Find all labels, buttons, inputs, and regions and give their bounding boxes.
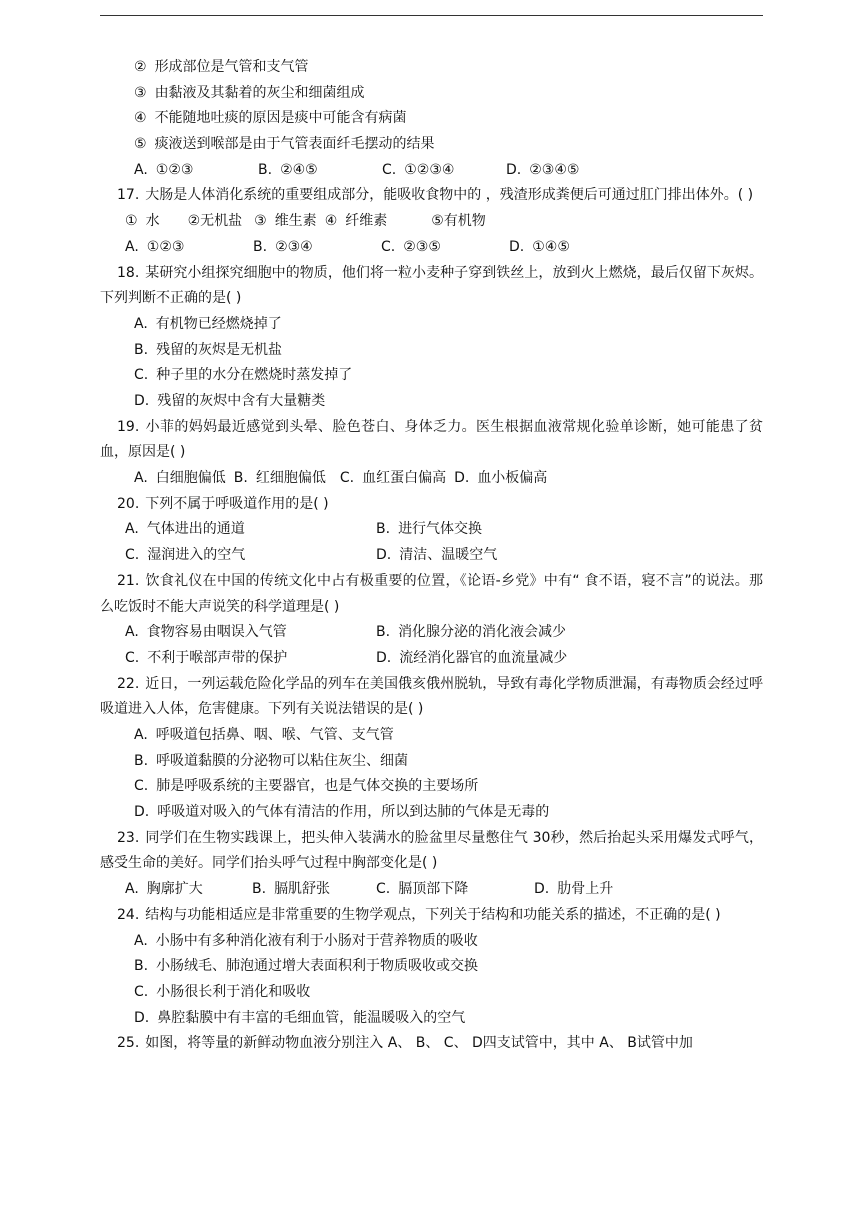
q22-option-d: D. 呼吸道对吸入的气体有清洁的作用，所以到达肺的气体是无毒的: [134, 804, 550, 821]
question-22-stem: 22. 近日，一列运载危险化学品的列车在美国俄亥俄州脱轨，导致有毒化学物质泄漏，有毒物质会经过呼吸道进入人体，危害健康。下列有关说法错误的是( ): [100, 675, 763, 718]
option-d: D. 肋骨上升: [534, 881, 614, 898]
q20-options-row2: [100, 543, 763, 569]
q20-options-row1: [100, 517, 763, 543]
q22-option-c: C. 肺是呼吸系统的主要器官，也是气体交换的主要场所: [134, 778, 479, 795]
q19-options: A. 白细胞偏低 B. 红细胞偏低 C. 血红蛋白偏高 D. 血小板偏高: [134, 470, 548, 487]
option-b: B. 进行气体交换: [376, 521, 483, 538]
q17-items: ① 水 ②无机盐 ③ 维生素 ④ 纤维素 ⑤有机物: [125, 213, 486, 230]
exam-page: [100, 55, 763, 1057]
option-a: A. ①②③: [134, 161, 194, 178]
option-a: A. 食物容易由咽误入气管: [125, 624, 287, 641]
q21-options-row2: [100, 646, 763, 672]
option-c: C. 膈顶部下降: [376, 881, 469, 898]
q18-option-d: D. 残留的灰烬中含有大量糖类: [134, 392, 326, 409]
q16-item: ④ 不能随地吐痰的原因是痰中可能含有病菌: [134, 110, 407, 127]
option-a: A. 胸廓扩大: [125, 881, 203, 898]
question-24-stem: 24. 结构与功能相适应是非常重要的生物学观点，下列关于结构和功能关系的描述，不正确的是( ): [117, 906, 721, 923]
option-c: C. ①②③④: [382, 161, 455, 178]
option-b: B. ②③④: [253, 238, 313, 255]
q24-option-a: A. 小肠中有多种消化液有利于小肠对于营养物质的吸收: [134, 932, 478, 949]
q24-option-b: B. 小肠绒毛、肺泡通过增大表面积利于物质吸收或交换: [134, 958, 479, 975]
q16-item: ③ 由黏液及其黏着的灰尘和细菌组成: [134, 84, 365, 101]
q16-item: ② 形成部位是气管和支气管: [134, 59, 309, 75]
q24-option-c: C. 小肠很长利于消化和吸收: [134, 983, 311, 1000]
question-25-stem: 25. 如图，将等量的新鲜动物血液分别注入 A、 B、 C、 D四支试管中，其中 A、 B试管中加: [117, 1035, 693, 1052]
option-c: C. ②③⑤: [381, 238, 441, 255]
question-23-stem: 23. 同学们在生物实践课上，把头伸入装满水的脸盆里尽量憋住气 30秒，然后抬起头采用爆发式呼气，感受生命的美好。同学们抬头呼气过程中胸部变化是( ): [100, 829, 763, 872]
option-c: C. 湿润进入的空气: [125, 547, 246, 564]
option-b: B. ②④⑤: [258, 161, 318, 178]
question-20-stem: 20. 下列不属于呼吸道作用的是( ): [117, 495, 329, 512]
q21-options-row1: [100, 620, 763, 646]
question-17-stem: 17. 大肠是人体消化系统的重要组成部分，能吸收食物中的 ，残渣形成粪便后可通过肛门排出体外。( ): [117, 187, 754, 204]
question-19-stem: 19. 小菲的妈妈最近感觉到头晕、脸色苍白、身体乏力。医生根据血液常规化验单诊断，她可能患了贫血，原因是( ): [100, 418, 763, 461]
option-b: B. 消化腺分泌的消化液会减少: [376, 624, 567, 641]
q18-option-c: C. 种子里的水分在燃烧时蒸发掉了: [134, 367, 353, 384]
option-a: A. ①②③: [125, 238, 185, 255]
option-d: D. 流经消化器官的血流量减少: [376, 649, 568, 666]
option-d: D. 清洁、温暖空气: [376, 547, 498, 564]
q22-option-b: B. 呼吸道黏膜的分泌物可以粘住灰尘、细菌: [134, 752, 409, 769]
q24-option-d: D. 鼻腔黏膜中有丰富的毛细血管，能温暖吸入的空气: [134, 1009, 466, 1026]
q17-options: [100, 235, 763, 261]
option-d: D. ②③④⑤: [506, 161, 580, 178]
q18-option-b: B. 残留的灰烬是无机盐: [134, 341, 283, 358]
q16-item: ⑤ 痰液送到喉部是由于气管表面纤毛摆动的结果: [134, 136, 435, 153]
option-d: D. ①④⑤: [509, 238, 570, 255]
header-rule: [100, 15, 763, 16]
q23-options: [100, 877, 763, 903]
option-c: C. 不利于喉部声带的保护: [125, 649, 288, 666]
option-a: A. 气体进出的通道: [125, 521, 245, 538]
question-18-stem: 18. 某研究小组探究细胞中的物质，他们将一粒小麦种子穿到铁丝上，放到火上燃烧，最后仅留下灰烬。下列判断不正确的是( ): [100, 264, 763, 307]
q22-option-a: A. 呼吸道包括鼻、咽、喉、气管、支气管: [134, 727, 394, 744]
question-21-stem: 21. 饮食礼仪在中国的传统文化中占有极重要的位置，《论语-乡党》中有“ 食不语，寝不言”的说法。那么吃饭时不能大声说笑的科学道理是( ): [100, 572, 763, 615]
q18-option-a: A. 有机物已经燃烧掉了: [134, 315, 282, 332]
q16-options: [100, 158, 763, 184]
option-b: B. 膈肌舒张: [252, 881, 331, 898]
